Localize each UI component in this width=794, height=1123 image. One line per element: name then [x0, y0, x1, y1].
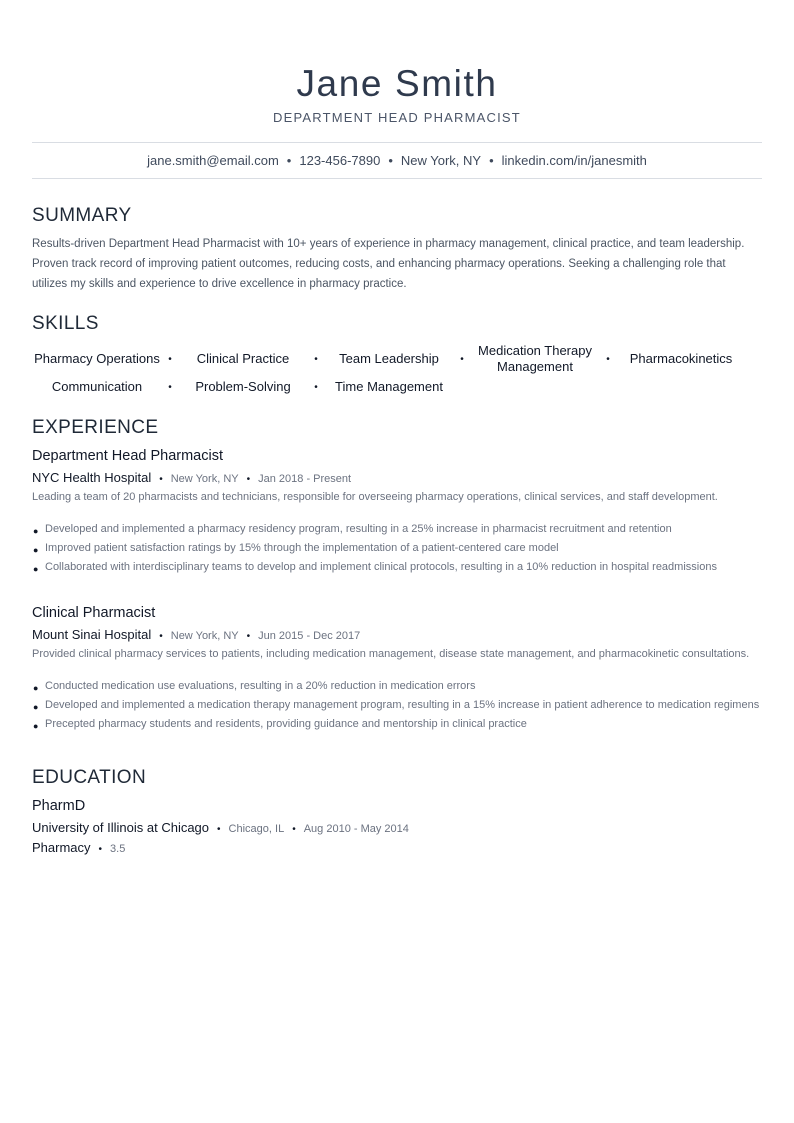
- bullet-icon: ●: [33, 683, 39, 693]
- education-field-line: [32, 839, 125, 859]
- job-achievements: [32, 522, 762, 579]
- skill-separator: •: [314, 381, 318, 393]
- job-location: New York, NY: [170, 473, 239, 485]
- meta-separator: •: [98, 844, 103, 855]
- meta-separator: •: [246, 631, 251, 642]
- skill-item: Clinical Practice: [196, 351, 290, 366]
- skill-item: Team Leadership: [339, 351, 439, 366]
- achievement-item: [32, 541, 762, 555]
- gpa: 3.5: [110, 843, 126, 855]
- meta-separator: •: [246, 474, 251, 485]
- skill-separator: •: [168, 381, 172, 393]
- contact-separator: •: [489, 153, 494, 168]
- contact-linkedin[interactable]: linkedin.com/in/janesmith: [501, 153, 647, 168]
- meta-separator: •: [292, 824, 296, 835]
- header-divider-top: [32, 142, 762, 143]
- skill-item: Pharmacokinetics: [629, 351, 733, 366]
- employer-name: Mount Sinai Hospital: [32, 627, 152, 642]
- education-dates: Aug 2010 - May 2014: [303, 823, 409, 835]
- achievement-item: [32, 522, 762, 536]
- degree: PharmD: [32, 798, 86, 814]
- candidate-name: Jane Smith: [296, 63, 498, 104]
- education-meta-line: [32, 819, 409, 839]
- job-title-headline: DEPARTMENT HEAD PHARMACIST: [273, 110, 521, 125]
- job-title: Department Head Pharmacist: [32, 448, 223, 464]
- contact-separator: •: [286, 153, 292, 168]
- achievement-text: Developed and implemented a pharmacy residency program, resulting in a 25% increase in pharmacist recruitment and retention: [45, 523, 672, 535]
- meta-separator: •: [217, 824, 221, 835]
- skill-separator: •: [314, 353, 318, 365]
- header-divider-bottom: [32, 178, 762, 179]
- job-achievements: [32, 679, 762, 736]
- bullet-icon: ●: [33, 564, 39, 574]
- employer-name: NYC Health Hospital: [32, 470, 152, 485]
- bullet-icon: ●: [33, 702, 39, 712]
- job-location: New York, NY: [170, 630, 239, 642]
- skill-item: Medication Therapy Management: [478, 343, 592, 374]
- skill-item: Problem-Solving: [195, 379, 291, 394]
- achievement-item: [32, 717, 762, 731]
- skill-item: Pharmacy Operations: [34, 351, 160, 366]
- achievement-text: Conducted medication use evaluations, resulting in a 20% reduction in medication errors: [45, 680, 476, 692]
- achievement-text: Improved patient satisfaction ratings by 15% through the implementation of a patient-centered care model: [45, 542, 559, 554]
- achievement-item: [32, 679, 762, 693]
- job-description: Leading a team of 20 pharmacists and technicians, responsible for overseeing pharmacy operations, clinical services, and staff development.: [32, 491, 718, 503]
- contact-line: [32, 151, 762, 171]
- contact-location: New York, NY: [400, 153, 482, 168]
- achievement-text: Developed and implemented a medication therapy management program, resulting in a 15% increase in patient adherence to medication regimens: [45, 699, 760, 711]
- school-name: University of Illinois at Chicago: [32, 820, 210, 835]
- job-dates: Jun 2015 - Dec 2017: [258, 630, 361, 642]
- meta-separator: •: [159, 474, 163, 485]
- job-description: Provided clinical pharmacy services to patients, including medication management, disease state management, and pharmacokinetic consultations.: [32, 648, 750, 660]
- school-location: Chicago, IL: [228, 823, 285, 835]
- bullet-icon: ●: [33, 545, 39, 555]
- skills-row-2: [32, 379, 454, 395]
- achievement-item: [32, 698, 762, 712]
- job-dates: Jan 2018 - Present: [258, 473, 352, 485]
- skill-separator: •: [460, 353, 464, 365]
- skill-separator: •: [606, 353, 610, 365]
- skills-heading: SKILLS: [32, 313, 99, 334]
- job-title: Clinical Pharmacist: [32, 605, 156, 621]
- skill-item: Time Management: [335, 379, 443, 394]
- job-meta-line: [32, 626, 360, 646]
- skill-item: Communication: [51, 379, 143, 394]
- contact-separator: •: [388, 153, 393, 168]
- achievement-text: Precepted pharmacy students and residents, providing guidance and mentorship in clinical practice: [45, 718, 527, 730]
- achievement-text: Collaborated with interdisciplinary teams to develop and implement clinical protocols, resulting in a 10% reduction in hospital readmissions: [45, 561, 717, 573]
- summary-text: Results-driven Department Head Pharmacist with 10+ years of experience in pharmacy management, clinical practice, and team leadership. Proven track record of improving patient outcomes, reducing costs, and enhancing pharmacy operations. Seeking a challenging role that utilizes my skills and experience to drive excellence in pharmacy practice.: [32, 238, 745, 290]
- education-heading: EDUCATION: [32, 767, 147, 788]
- bullet-icon: ●: [33, 721, 39, 731]
- bullet-icon: ●: [33, 526, 39, 536]
- contact-email[interactable]: jane.smith@email.com: [147, 153, 279, 168]
- meta-separator: •: [159, 631, 163, 642]
- skills-row-1: [32, 343, 746, 375]
- skill-separator: •: [168, 353, 172, 365]
- contact-phone: 123-456-7890: [299, 153, 381, 168]
- achievement-item: [32, 560, 762, 574]
- field-of-study: Pharmacy: [32, 840, 91, 855]
- job-meta-line: [32, 469, 351, 489]
- experience-heading: EXPERIENCE: [32, 417, 159, 438]
- summary-heading: SUMMARY: [32, 205, 132, 226]
